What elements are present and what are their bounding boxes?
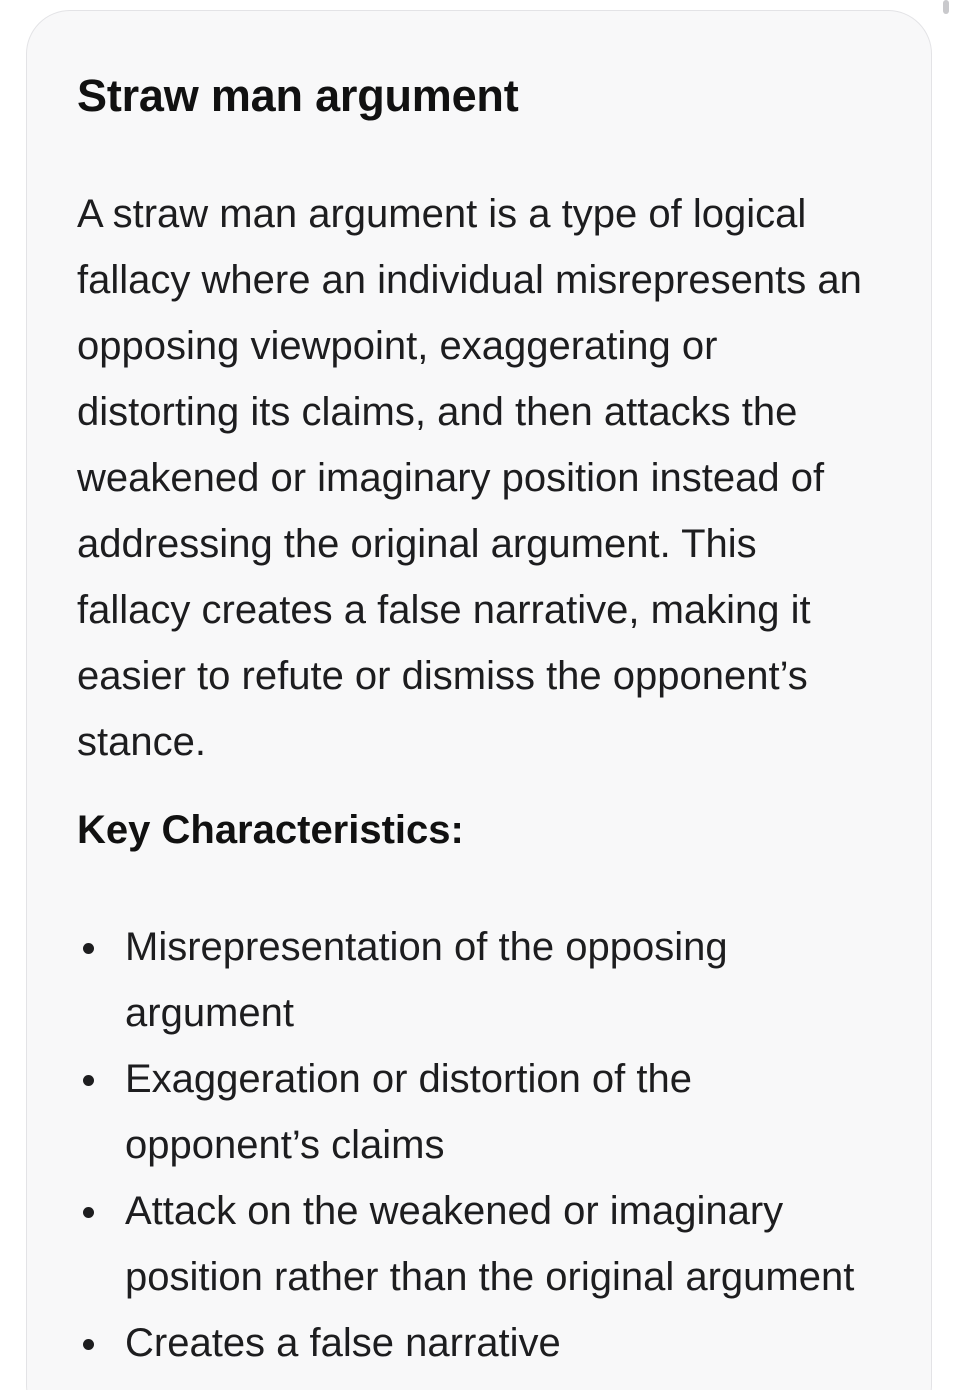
answer-card — [26, 10, 932, 1390]
bullet-icon — [83, 1207, 94, 1218]
list-item-text: Exaggeration or distortion of the opponent’s claims — [125, 1057, 693, 1167]
list-item-text: Creates a false narrative — [125, 1321, 561, 1365]
list-item — [77, 1046, 897, 1178]
bullet-icon — [83, 1075, 94, 1086]
list-item — [77, 914, 897, 1046]
list-item — [77, 1310, 897, 1376]
scroll-indicator[interactable] — [943, 0, 949, 14]
definition-paragraph: A straw man argument is a type of logical fallacy where an individual misrepresents an opposing viewpoint, exaggerating or distorting its claims, and then attacks the weakened or imaginary position instead of addressing the original argument. This fallacy creates a false narrative, making it easier to refute or dismiss the opponent’s stance. — [77, 192, 862, 764]
characteristics-list — [77, 914, 897, 1376]
bullet-icon — [83, 943, 94, 954]
characteristics-heading: Key Characteristics: — [77, 808, 464, 852]
bullet-icon — [83, 1339, 94, 1350]
list-item-text: Attack on the weakened or imaginary position rather than the original argument — [125, 1189, 855, 1299]
list-item — [77, 1178, 897, 1310]
article-title: Straw man argument — [77, 70, 519, 121]
list-item-text: Misrepresentation of the opposing argument — [125, 925, 728, 1035]
